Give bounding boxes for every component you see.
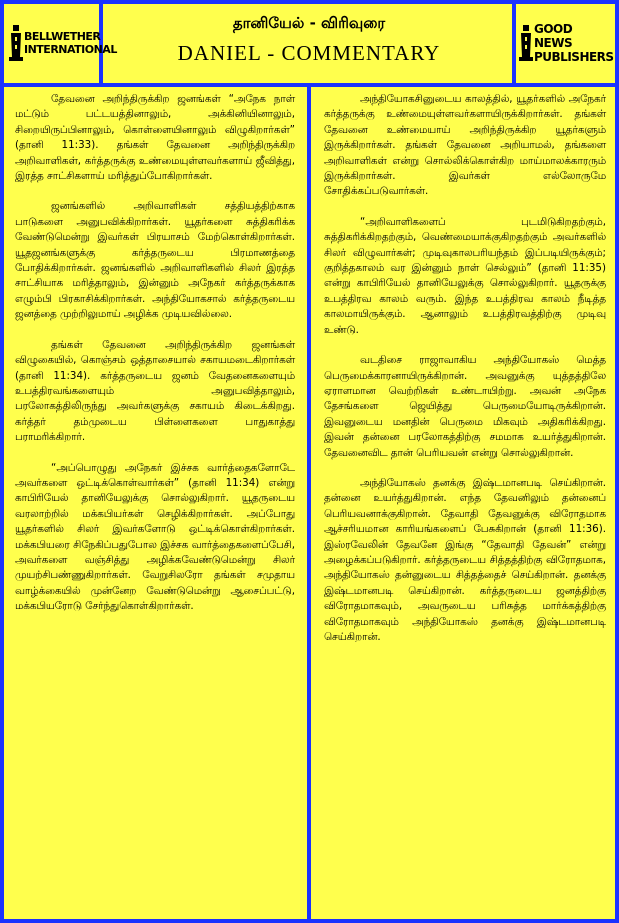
right-logo-line-2: PUBLISHERS: [534, 50, 614, 64]
paragraph: “அப்பொழுது அநேகர் இச்சக வார்த்தைகளோடே அவர்களை ஒட்டிக்கொள்வார்கள்” (தானி 11:34) என்று காபிரியேல் தானியேலுக்கு சொல்லுகிறார். யூதருடைய வரலாற்றில் மக்கபியர்கள் செழிக்கிறார்கள். அப்போது யூதர்களில் சிலர் இவர்களோடு ஒட்டிக்கொள்கிறார்கள். மக்கபியரை சிநேகிப்பதுபோல இச்சக வார்த்தைகளைப்பேசி, அவர்களை வஞ்சித்து அழிக்கவேண்டுமென்று சிலர் முயற்சிபண்ணுகிறார்கள். வேறுசிலரோ தங்கள் சமுதாய வாழ்க்கையில் முன்னேற வேண்டுமென்று ஆசைப்பட்டு, மக்கபியரோடு சேர்ந்துகொள்கிறார்கள்.: [15, 461, 295, 613]
paragraph: தங்கள் தேவனை அறிந்திருக்கிற ஜனங்கள் விழுகையில், கொஞ்சம் ஒத்தாசையால் சகாயமடைகிறார்கள் (தானி 11:34). கர்த்தருடைய ஜனம் வேதனைகளையும் உபத்திரவங்களையும் அனுபவித்தாலும், பரலோகத்திலிருந்து அவர்களுக்கு சகாயம் கிடைக்கிறது. கர்த்தர் தம்முடைய பிள்ளைகளை பாதுகாத்து பராமரிக்கிறார்.: [15, 338, 295, 444]
good-news-logo: [518, 6, 613, 80]
left-column: [15, 92, 295, 630]
paragraph: வடதிசை ராஜாவாகிய அந்தியோகஸ் மெத்த பெருமைக்காரனாயிருக்கிறான். அவனுக்கு யுத்தத்திலே ஏராளமான வெற்றிகள் உண்டாயிற்று. அவன் அநேக தேசங்களை ஜெயித்து பெருமையோடிருக்கிறான். இவனுடைய மனதின் பெருமை மிகவும் அதிகரிக்கிறது. இவன் தன்னை பரலோகத்திற்கு சமமாக உயர்த்துகிறான். தேவனைவிட தான் பெரியவன் என்று சொல்லுகிறான்.: [324, 354, 606, 459]
paragraph: ஜனங்களில் அறிவாளிகள் சத்தியத்திற்காக பாடுகளை அனுபவிக்கிறார்கள். யூதர்களை சுத்திகரிக்க வேண்டுமென்று இவர்கள் பிரயாசம் மேற்கொள்கிறார்கள். யூதஜனங்களுக்கு கர்த்தருடைய பிரமாணத்தை போதிக்கிறார்கள். ஜனங்களில் அறிவாளிகளில் சிலர் இரத்த சாட்சியாக மரித்தாலும், இன்னும் அநேகர் கர்த்தருக்காக எழும்பி பிரகாசிக்கிறார்கள். அந்தியோகசால் கர்த்தருடைய ஜனத்தை முற்றிலுமாய் அழிக்க முடியவில்லை.: [15, 200, 295, 321]
paragraph: அந்தியோகஸ் தனக்கு இஷ்டமானபடி செய்கிறான். தன்னை உயர்த்துகிறான். எந்த தேவனிலும் தன்னைப் பெரியவனாக்குகிறான். தேவாதி தேவனுக்கு விரோதமாக ஆச்சரியமான காரியங்களைப் பேசுகிறான் (தானி 11:36). இஸ்ரவேலின் தேவனே இங்கு “தேவாதி தேவன்” என்று அழைக்கப்படுகிறார். கர்த்தருடைய சித்தத்திற்கு விரோதமாக, அந்தியோகஸ் தன்னுடைய சித்தத்தைச் செய்கிறான். தனக்கு இஷ்டமானபடி செய்கிறான். கர்த்தருடைய ஜனத்திற்கு விரோதமாகவும், அவருடைய பரிசுத்த மார்க்கத்திற்கு விரோதமாகவும் அந்தியோகஸ் தனக்கு இஷ்டமானபடி செய்கிறான்.: [324, 476, 606, 643]
bellwether-logo: [8, 6, 117, 80]
page-title-tamil: தானியேல் - விரிவுரை: [232, 14, 386, 32]
right-column: [324, 92, 606, 660]
paragraph: “அறிவாளிகளைப் புடமிடுகிறதற்கும், சுத்திகரிக்கிறதற்கும், வெண்மையாக்குகிறதற்கும் அவர்களில் சிலர் விழுவார்கள்; முடிவுகாலபரியந்தம் இப்படியிருக்கும்; குறித்தகாலம் வர இன்னும் நாள் செல்லும்” (தானி 11:35) என்று காபிரியேல் தானியேலுக்கு சொல்லுகிறார். யூதருக்கு உபத்திரவ காலம் வரும். இந்த உபத்திரவ காலம் நீடித்த காலமாயிருக்கும். ஆனாலும் உபத்திரவத்திற்கு முடிவு உண்டு.: [324, 215, 606, 336]
paragraph: தேவனை அறிந்திருக்கிற ஜனங்கள் “அநேக நாள் மட்டும் பட்டயத்தினாலும், அக்கினியினாலும், சிறையிருப்பினாலும், கொள்ளையினாலும் விழுகிறார்கள்” (தானி 11:33). தங்கள் தேவனை அறிந்திருக்கிற அறிவாளிகள், கர்த்தருக்கு உண்மையுள்ளவர்களாய் ஜீவித்து, இரத்த சாட்சிகளாய் மரித்துப்போகிறார்கள்.: [15, 93, 295, 183]
paragraph: அந்தியோகசினுடைய காலத்தில், யூதர்களில் அநேகர் கர்த்தருக்கு உண்மையுள்ளவர்களாயிருக்கிறார்கள். தங்கள் தேவனை உண்மையாய் அறிந்திருக்கிற யூதர்களும் இருக்கிறார்கள். தங்கள் தேவனை அறியாமல், தங்களை அறிவாளிகள் என்று சொல்லிக்கொள்கிற மாய்மாலக்காரரும் இருக்கிறார்கள். இவர்கள் எல்லோருமே சோதிக்கப்படுவார்கள்.: [324, 93, 606, 198]
tower-icon: [8, 23, 24, 63]
left-logo-line-2: INTERNATIONAL: [24, 43, 117, 56]
column-divider: [307, 85, 311, 923]
right-logo-line-1: GOOD NEWS: [534, 22, 573, 50]
page-title-english: DANIEL - COMMENTARY: [177, 41, 441, 65]
tower-icon: [518, 23, 534, 63]
left-logo-line-1: BELLWETHER: [24, 30, 101, 43]
